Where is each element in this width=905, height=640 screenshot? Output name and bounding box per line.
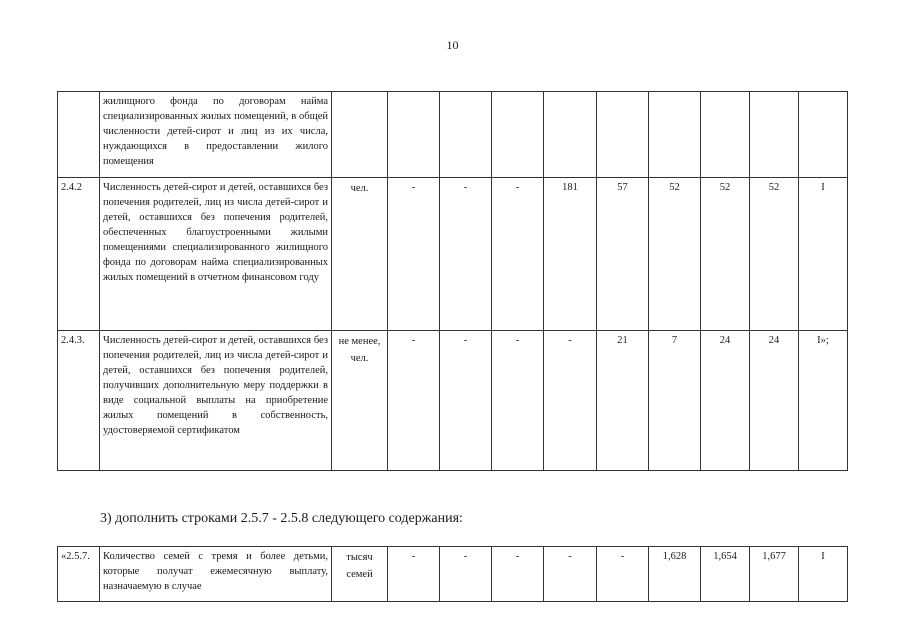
value-cell: - <box>388 178 440 331</box>
indicators-table <box>57 91 848 471</box>
value-cell <box>440 92 492 178</box>
value-cell: I <box>799 178 848 331</box>
row-number: 2.4.3. <box>58 331 100 471</box>
value-cell <box>750 92 799 178</box>
indicator-name: Численность детей-сирот и детей, оставшихся без попечения родителей, лиц из числа детей-сирот и детей, оставшихся без попечения родителей, получивших дополнительную меру поддержки в виде социальной выплаты на приобретение жилых помещений в собственность, удостоверяемой сертификатом <box>100 331 332 471</box>
page-number: 10 <box>446 38 459 52</box>
indicator-name: Численность детей-сирот и детей, оставшихся без попечения родителей, лиц из числа детей-сирот и детей, оставшихся без попечения родителей, обеспеченных благоустроенными жилыми помещениями специализированного жилищного фонда по договорам найма специализированных жилых помещений в отчетном финансовом году <box>100 178 332 331</box>
indicators-table-addition <box>57 546 848 602</box>
unit-cell: тысяч семей <box>332 547 388 602</box>
value-cell: 1,677 <box>750 547 799 602</box>
value-cell <box>492 92 544 178</box>
row-number: 2.4.2 <box>58 178 100 331</box>
amendment-paragraph: 3) дополнить строками 2.5.7 - 2.5.8 следующего содержания: <box>100 511 463 526</box>
value-cell: - <box>544 331 597 471</box>
value-cell <box>799 92 848 178</box>
table-row <box>58 178 848 331</box>
value-cell: - <box>492 331 544 471</box>
value-cell: 52 <box>701 178 750 331</box>
value-cell: 1,654 <box>701 547 750 602</box>
value-cell: I»; <box>799 331 848 471</box>
value-cell <box>544 92 597 178</box>
value-cell: 24 <box>750 331 799 471</box>
value-cell: 1,628 <box>649 547 701 602</box>
value-cell <box>701 92 750 178</box>
value-cell <box>597 92 649 178</box>
value-cell: - <box>492 547 544 602</box>
row-number: «2.5.7. <box>58 547 100 602</box>
value-cell: 24 <box>701 331 750 471</box>
value-cell: - <box>597 547 649 602</box>
value-cell: - <box>388 331 440 471</box>
value-cell: - <box>440 547 492 602</box>
value-cell <box>388 92 440 178</box>
table-row <box>58 92 848 178</box>
value-cell: 57 <box>597 178 649 331</box>
value-cell: 21 <box>597 331 649 471</box>
indicator-name: жилищного фонда по договорам найма специализированных жилых помещений, в общей численности детей-сирот и лиц из их числа, нуждающихся в предоставлении жилого помещения <box>100 92 332 178</box>
unit-cell <box>332 92 388 178</box>
value-cell: 181 <box>544 178 597 331</box>
value-cell: - <box>492 178 544 331</box>
row-number <box>58 92 100 178</box>
table-row <box>58 331 848 471</box>
value-cell: - <box>440 178 492 331</box>
value-cell: - <box>388 547 440 602</box>
unit-cell: не менее, чел. <box>332 331 388 471</box>
value-cell: 52 <box>649 178 701 331</box>
value-cell: 7 <box>649 331 701 471</box>
value-cell: - <box>440 331 492 471</box>
value-cell: - <box>544 547 597 602</box>
value-cell <box>649 92 701 178</box>
unit-cell: чел. <box>332 178 388 331</box>
value-cell: 52 <box>750 178 799 331</box>
value-cell: I <box>799 547 848 602</box>
indicator-name: Количество семей с тремя и более детьми, которые получат ежемесячную выплату, назначаемую в случае <box>100 547 332 602</box>
table-row <box>58 547 848 602</box>
